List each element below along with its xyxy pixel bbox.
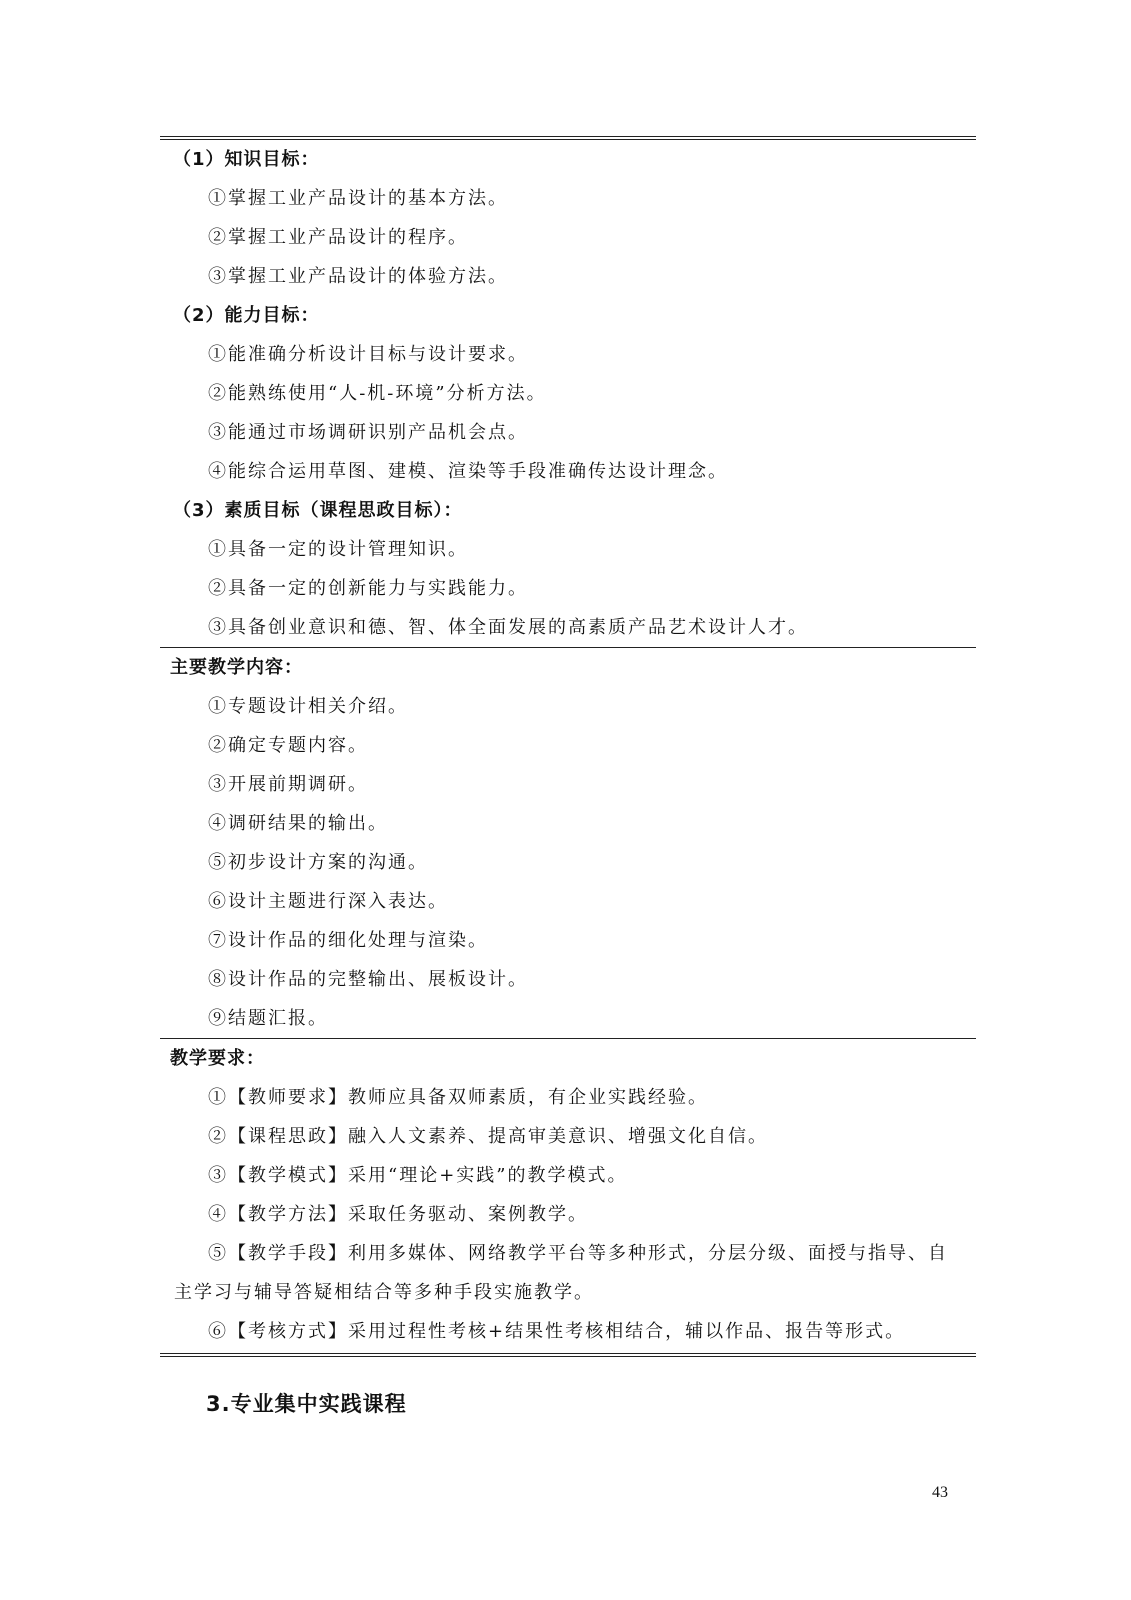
ability-objectives-heading: （2）能力目标： xyxy=(173,305,320,326)
knowledge-item: ③掌握工业产品设计的体验方法。 xyxy=(208,266,508,287)
content-item: ⑥设计主题进行深入表达。 xyxy=(208,891,448,912)
content-item: ③开展前期调研。 xyxy=(208,774,368,795)
ability-item: ②能熟练使用“人-机-环境”分析方法。 xyxy=(208,383,547,404)
requirement-item: ①【教师要求】教师应具备双师素质，有企业实践经验。 xyxy=(208,1087,708,1108)
course-table xyxy=(160,136,976,1357)
requirement-item: ②【课程思政】融入人文素养、提高审美意识、增强文化自信。 xyxy=(208,1126,768,1147)
section-title: 3.专业集中实践课程 xyxy=(206,1392,407,1416)
requirement-item: ③【教学模式】采用“理论+实践”的教学模式。 xyxy=(208,1165,628,1186)
teaching-requirements-heading: 教学要求： xyxy=(170,1048,265,1069)
ability-item: ①能准确分析设计目标与设计要求。 xyxy=(208,344,528,365)
content-item: ⑧设计作品的完整输出、展板设计。 xyxy=(208,969,528,990)
content-item: ④调研结果的输出。 xyxy=(208,813,388,834)
knowledge-objectives-heading: （1）知识目标： xyxy=(173,149,320,170)
quality-item: ①具备一定的设计管理知识。 xyxy=(208,539,468,560)
requirement-item: ⑤【教学手段】利用多媒体、网络教学平台等多种形式，分层分级、面授与指导、自主学习与辅导答疑相结合等多种手段实施教学。 xyxy=(174,1243,948,1303)
requirement-item: ⑥【考核方式】采用过程性考核+结果性考核相结合，辅以作品、报告等形式。 xyxy=(208,1321,906,1342)
quality-item: ③具备创业意识和德、智、体全面发展的高素质产品艺术设计人才。 xyxy=(208,617,808,638)
content-item: ⑤初步设计方案的沟通。 xyxy=(208,852,428,873)
teaching-requirements-section xyxy=(160,1039,976,1351)
knowledge-item: ②掌握工业产品设计的程序。 xyxy=(208,227,468,248)
teaching-content-section xyxy=(160,648,976,1038)
table-bottom-rule xyxy=(160,1353,976,1357)
quality-objectives-heading: （3）素质目标（课程思政目标）： xyxy=(173,500,463,521)
knowledge-item: ①掌握工业产品设计的基本方法。 xyxy=(208,188,508,209)
page-number: 43 xyxy=(932,1484,948,1501)
objectives-section xyxy=(160,140,976,647)
content-item: ②确定专题内容。 xyxy=(208,735,368,756)
content-item: ⑦设计作品的细化处理与渲染。 xyxy=(208,930,488,951)
quality-item: ②具备一定的创新能力与实践能力。 xyxy=(208,578,528,599)
content-item: ①专题设计相关介绍。 xyxy=(208,696,408,717)
requirement-item: ④【教学方法】采取任务驱动、案例教学。 xyxy=(208,1204,588,1225)
ability-item: ④能综合运用草图、建模、渲染等手段准确传达设计理念。 xyxy=(208,461,728,482)
content-item: ⑨结题汇报。 xyxy=(208,1008,328,1029)
ability-item: ③能通过市场调研识别产品机会点。 xyxy=(208,422,528,443)
teaching-content-heading: 主要教学内容： xyxy=(170,657,303,678)
